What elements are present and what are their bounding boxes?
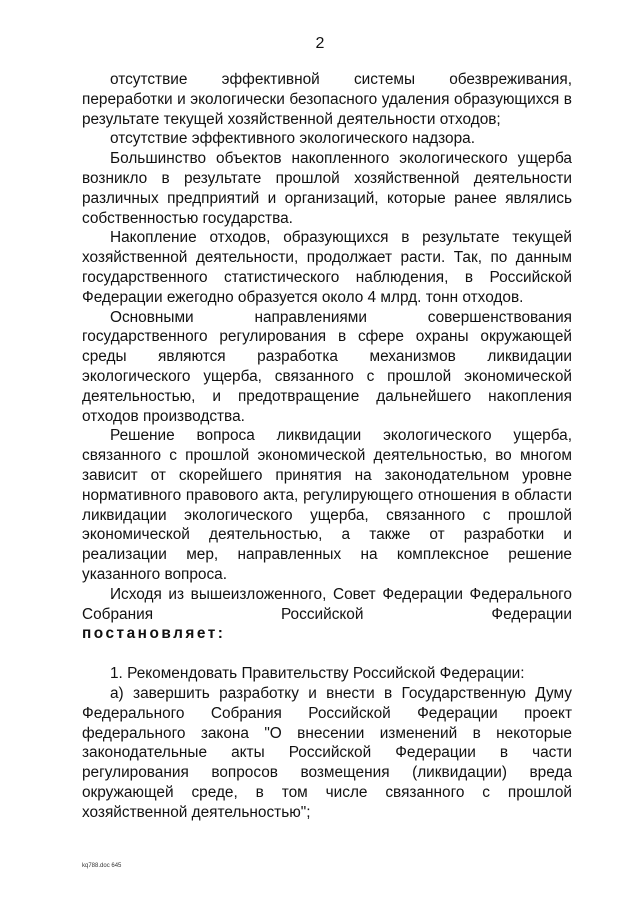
resolution-lead: Исходя из вышеизложенного, Совет Федерации Федерального Собрания Российской Федерации (82, 585, 572, 623)
list-item: а) завершить разработку и внести в Государственную Думу Федерального Собрания Российской Федерации проект федерального закона "О внесении изменений в некоторые законодательные акты Российской Федерации в части регулирования вопросов возмещения (ликвидации) вреда окружающей среде, в том числе связанного с прошлой хозяйственной деятельностью"; (82, 684, 572, 821)
list-item: 1. Рекомендовать Правительству Российской Федерации: (110, 665, 525, 683)
paragraph: Большинство объектов накопленного экологического ущерба возникло в результате прошлой хозяйственной деятельности различных предприятий и организаций, которые ранее являлись собственностью государства. (82, 150, 572, 227)
footer-file-ref: kq788.doc 645 (82, 863, 122, 869)
paragraph: Накопление отходов, образующихся в результате текущей хозяйственной деятельности, продолжает расти. Так, по данным государственного статистического наблюдения, в Российской Федерации ежегодно образуется около 4 млрд. тонн отходов. (82, 229, 572, 306)
document-body (82, 70, 572, 822)
paragraph: Основными направлениями совершенствования государственного регулирования в сфере охраны окружающей среды являются разработка механизмов ликвидации экологического ущерба, связанного с прошлой экономической деятельностью, и предотвращение дальнейшего накопления отходов производства. (82, 308, 572, 425)
paragraph: отсутствие эффективного экологического надзора. (110, 130, 475, 148)
spacer (82, 644, 572, 664)
resolution-keyword-line (82, 624, 572, 644)
page-number: 2 (315, 35, 325, 52)
paragraph: отсутствие эффективной системы обезвреживания, переработки и экологически безопасного удаления образующихся в результате текущей хозяйственной деятельности отходов; (82, 71, 572, 128)
paragraph: Решение вопроса ликвидации экологического ущерба, связанного с прошлой экономической деятельностью, во многом зависит от скорейшего принятия на законодательном уровне нормативного правового акта, регулирующего отношения в области ликвидации экологического ущерба, связанного с прошлой экономической деятельностью, а также от разработки и реализации мер, направленных на комплексное решение указанного вопроса. (82, 427, 572, 583)
resolution-keyword: постановляет: (82, 625, 226, 643)
